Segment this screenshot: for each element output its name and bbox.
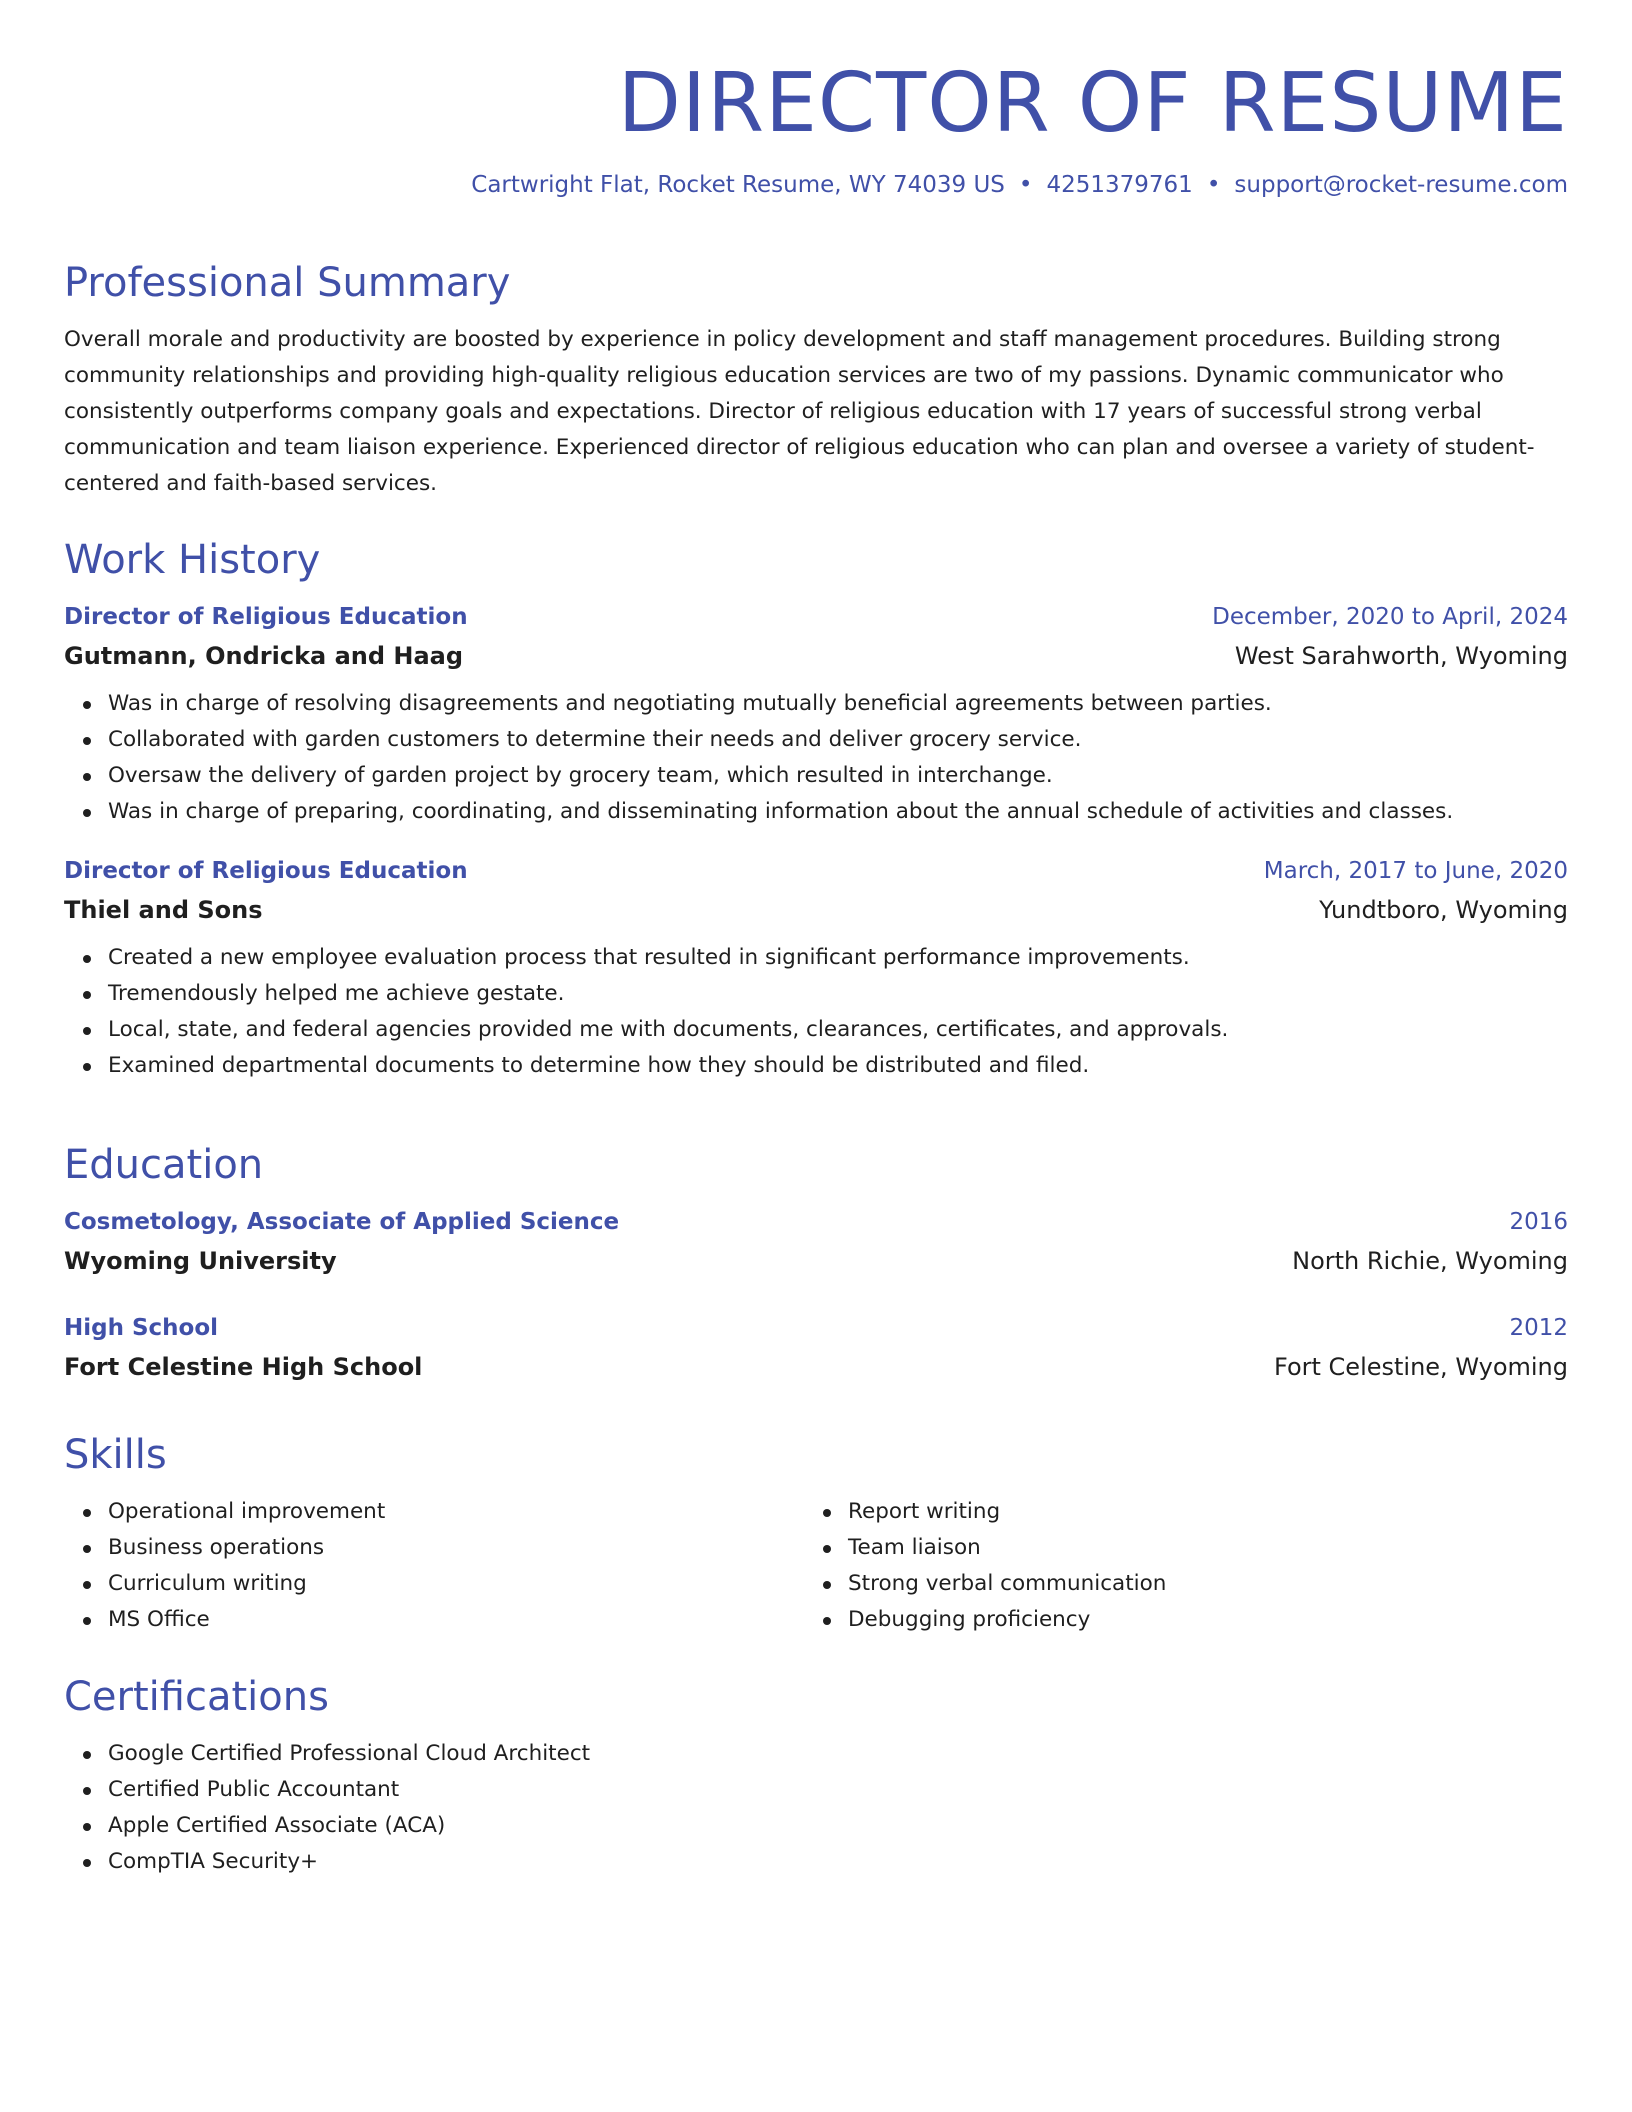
contact-phone[interactable]: 4251379761 xyxy=(1046,172,1193,198)
job-bullets xyxy=(64,940,1568,1084)
job-entry xyxy=(64,852,1568,1084)
education-degree: High School xyxy=(64,1315,219,1341)
list-item: Operational improvement xyxy=(108,1494,804,1530)
list-item: Team liaison xyxy=(848,1530,1544,1566)
job-entry xyxy=(64,598,1568,830)
job-title: Director of Religious Education xyxy=(64,604,468,630)
skills-list xyxy=(804,1494,1544,1638)
skills-section xyxy=(64,1430,1568,1638)
list-item: Collaborated with garden customers to determine their needs and deliver grocery service. xyxy=(108,722,1568,758)
job-location: West Sarahworth, Wyoming xyxy=(1234,642,1568,670)
education-year: 2012 xyxy=(1509,1315,1568,1341)
list-item: Debugging proficiency xyxy=(848,1602,1544,1638)
contact-line xyxy=(471,170,1568,200)
list-item: Tremendously helped me achieve gestate. xyxy=(108,976,1568,1012)
education-school: Wyoming University xyxy=(64,1247,337,1275)
education-location: Fort Celestine, Wyoming xyxy=(1274,1353,1568,1381)
education-year: 2016 xyxy=(1509,1209,1568,1235)
education-location: North Richie, Wyoming xyxy=(1292,1247,1568,1275)
list-item: Local, state, and federal agencies provided me with documents, clearances, certificates, and approvals. xyxy=(108,1012,1568,1048)
skills-column-left xyxy=(64,1494,804,1638)
education-entry xyxy=(64,1203,1568,1281)
contact-address: Cartwright Flat, Rocket Resume, WY 74039 US xyxy=(471,172,1005,198)
list-item: Curriculum writing xyxy=(108,1566,804,1602)
list-item: Strong verbal communication xyxy=(848,1566,1544,1602)
work-section xyxy=(64,535,1568,1084)
certifications-section xyxy=(64,1672,1568,1880)
list-item: Was in charge of preparing, coordinating, and disseminating information about the annual schedule of activities and classes. xyxy=(108,794,1568,830)
education-title: Education xyxy=(64,1142,264,1188)
education-section xyxy=(64,1140,1568,1387)
education-degree: Cosmetology, Associate of Applied Science xyxy=(64,1209,620,1235)
list-item: Oversaw the delivery of garden project by grocery team, which resulted in interchange. xyxy=(108,758,1568,794)
contact-separator: • xyxy=(1206,172,1221,198)
contact-email[interactable]: support@rocket-resume.com xyxy=(1234,172,1568,198)
list-item: MS Office xyxy=(108,1602,804,1638)
job-location: Yundtboro, Wyoming xyxy=(1319,896,1568,924)
certifications-title: Certifications xyxy=(64,1674,329,1720)
list-item: Report writing xyxy=(848,1494,1544,1530)
certifications-list xyxy=(64,1736,1568,1880)
education-school: Fort Celestine High School xyxy=(64,1353,423,1381)
list-item: Examined departmental documents to determine how they should be distributed and filed. xyxy=(108,1048,1568,1084)
list-item: Apple Certified Associate (ACA) xyxy=(108,1808,1568,1844)
summary-title: Professional Summary xyxy=(64,260,511,306)
contact-separator: • xyxy=(1018,172,1033,198)
job-title: Director of Religious Education xyxy=(64,858,468,884)
job-company: Gutmann, Ondricka and Haag xyxy=(64,642,464,670)
skills-title: Skills xyxy=(64,1432,167,1478)
work-title: Work History xyxy=(64,537,321,583)
list-item: Created a new employee evaluation process that resulted in significant performance improvements. xyxy=(108,940,1568,976)
list-item: Google Certified Professional Cloud Architect xyxy=(108,1736,1568,1772)
list-item: Was in charge of resolving disagreements and negotiating mutually beneficial agreements between parties. xyxy=(108,686,1568,722)
list-item: CompTIA Security+ xyxy=(108,1844,1568,1880)
job-bullets xyxy=(64,686,1568,830)
education-entry xyxy=(64,1309,1568,1387)
job-company: Thiel and Sons xyxy=(64,896,263,924)
skills-grid xyxy=(64,1494,1568,1638)
job-dates: March, 2017 to June, 2020 xyxy=(1263,858,1568,884)
summary-section xyxy=(64,258,1568,502)
candidate-name: DIRECTOR OF RESUME xyxy=(617,56,1568,151)
list-item: Business operations xyxy=(108,1530,804,1566)
skills-list xyxy=(64,1494,804,1638)
skills-column-right xyxy=(804,1494,1544,1638)
summary-text: Overall morale and productivity are boosted by experience in policy development and staff management procedures. Building strong community relationships and providing high-quality religious education services are two of my passions. Dynamic communicator who consistently outperforms company goals and expectations. Director of religious education with 17 years of successful strong verbal communication and team liaison experience. Experienced director of religious education who can plan and oversee a variety of student-centered and faith-based services. xyxy=(64,327,1535,496)
job-dates: December, 2020 to April, 2024 xyxy=(1212,604,1568,630)
list-item: Certified Public Accountant xyxy=(108,1772,1568,1808)
